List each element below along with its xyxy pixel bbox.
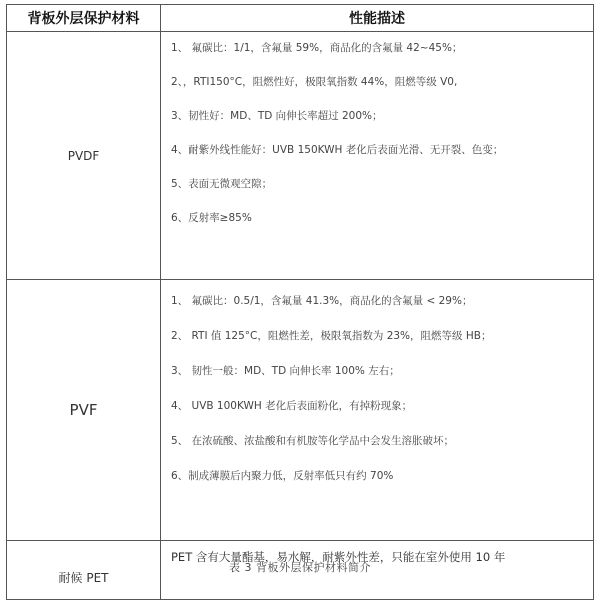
pvf-property-6: 6、制成薄膜后内聚力低，反射率低只有约 70% xyxy=(171,470,394,482)
table-row-pvf xyxy=(7,280,594,541)
material-name-pet: 耐候 PET xyxy=(7,541,161,600)
pvf-property-3: 3、 韧性一般：MD、TD 向伸长率 100% 左右； xyxy=(171,365,400,377)
table-row-pvdf xyxy=(7,32,594,280)
pvf-property-2: 2、 RTI 值 125°C，阻燃性差，极限氧指数为 23%，阻燃等级 HB； xyxy=(171,330,492,342)
pvdf-property-1: 1、 氟碳比：1/1，含氟量 59%，商品化的含氟量 42~45%； xyxy=(171,42,463,54)
description-cell-pvf xyxy=(161,280,594,541)
material-name-pvf: PVF xyxy=(7,280,161,541)
pvf-property-1: 1、 氟碳比：0.5/1，含氟量 41.3%，商品化的含氟量 < 29%； xyxy=(171,295,473,307)
pet-property-1: PET 含有大量酯基，易水解，耐紫外性差，只能在室外使用 10 年 xyxy=(171,550,506,564)
header-material: 背板外层保护材料 xyxy=(7,5,161,32)
pvdf-property-6: 6、反射率≥85% xyxy=(171,212,252,224)
description-cell-pvdf xyxy=(161,32,594,280)
pvdf-property-2: 2、，RTI150°C，阻燃性好，极限氧指数 44%，阻燃等级 V0, xyxy=(171,76,458,88)
material-table xyxy=(6,4,594,600)
pvdf-property-5: 5、表面无微观空隙； xyxy=(171,178,273,190)
table-header-row xyxy=(7,5,594,32)
pvdf-property-4: 4、耐紫外线性能好：UVB 150KWH 老化后表面光滑、无开裂、色变； xyxy=(171,144,504,156)
pvf-property-5: 5、 在浓硫酸、浓盐酸和有机胺等化学品中会发生溶胀破坏； xyxy=(171,435,455,447)
table-caption: 表 3 背板外层保护材料简介 xyxy=(229,561,371,574)
pvf-property-4: 4、 UVB 100KWH 老化后表面粉化，有掉粉现象； xyxy=(171,400,413,412)
pvdf-property-3: 3、韧性好：MD、TD 向伸长率超过 200%； xyxy=(171,110,383,122)
material-table-container xyxy=(6,4,593,600)
header-description: 性能描述 xyxy=(161,5,594,32)
material-name-pvdf: PVDF xyxy=(7,32,161,280)
